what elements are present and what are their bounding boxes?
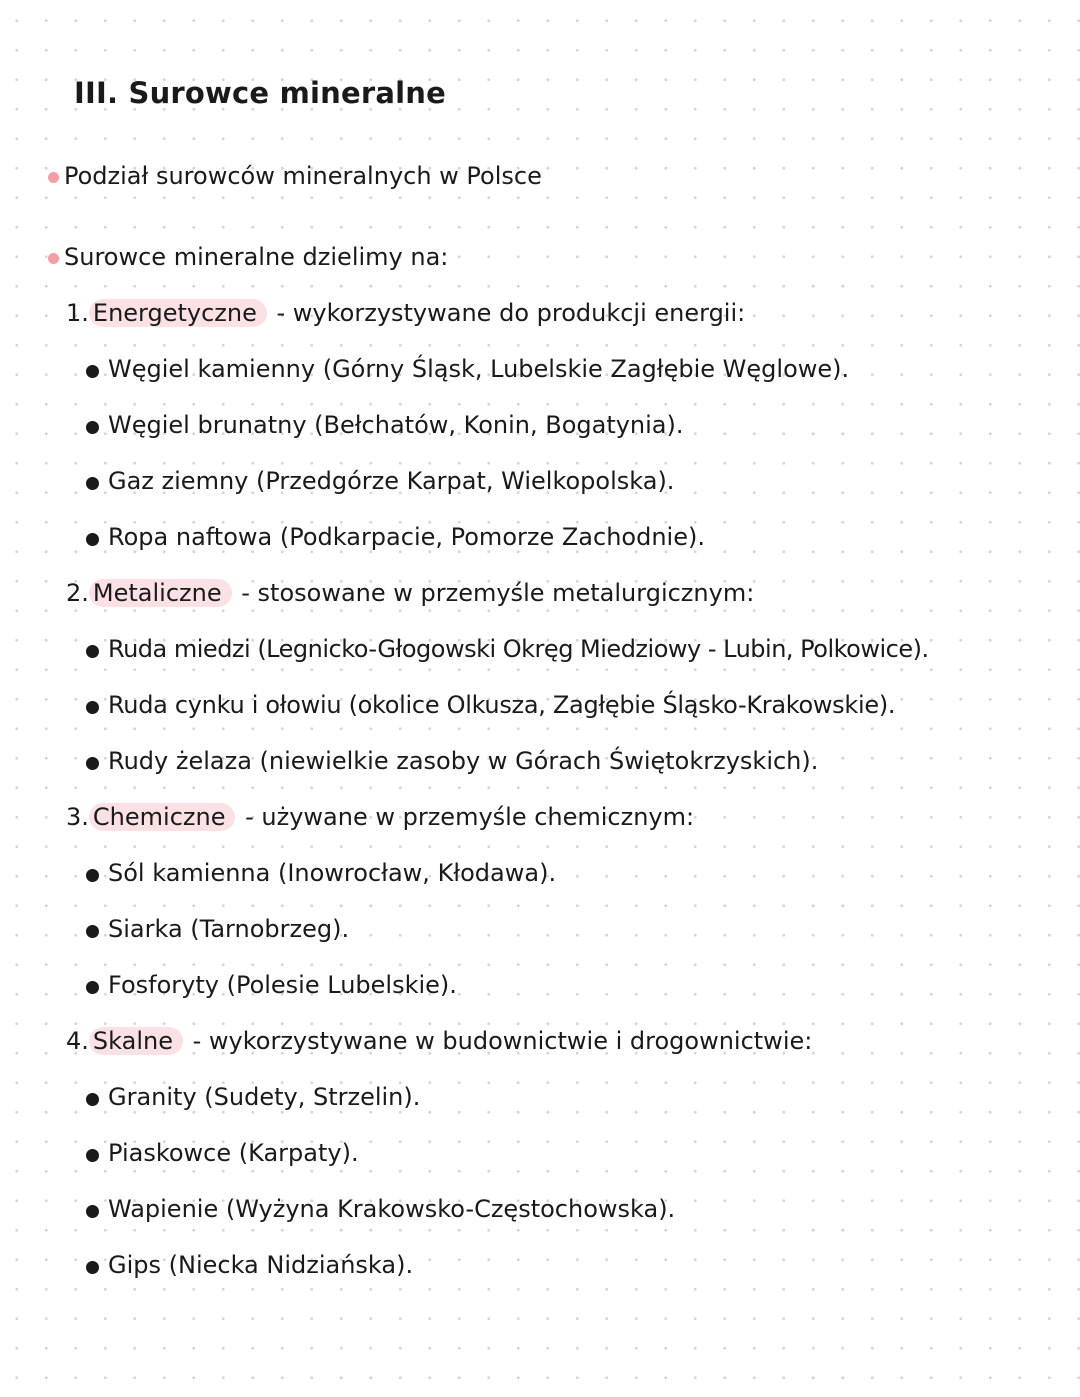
- list-item: [86, 1139, 359, 1167]
- category-name-highlight: Metaliczne: [89, 579, 232, 607]
- bullet-icon: [86, 757, 99, 770]
- section-heading: [64, 162, 542, 190]
- list-item-text: Gips (Niecka Nidziańska).: [108, 1251, 414, 1279]
- bullet-icon: [86, 477, 99, 490]
- pink-bullet-icon: [48, 172, 59, 183]
- section-intro: [64, 243, 448, 271]
- list-item: [86, 1251, 413, 1279]
- bullet-icon: [86, 925, 99, 938]
- list-item: [86, 691, 895, 719]
- bullet-icon: [86, 701, 99, 714]
- category-chemiczne: [66, 803, 694, 831]
- bullet-icon: [86, 1205, 99, 1218]
- bullet-icon: [86, 1149, 99, 1162]
- list-item: [86, 971, 457, 999]
- list-item: [86, 411, 684, 439]
- category-name-highlight: Skalne: [89, 1027, 183, 1055]
- bullet-icon: [86, 1261, 99, 1274]
- category-number: 1.: [66, 299, 89, 327]
- category-description: - wykorzystywane do produkcji energii:: [268, 299, 746, 327]
- list-item-text: Piaskowce (Karpaty).: [108, 1139, 359, 1167]
- bullet-icon: [86, 645, 99, 658]
- bullet-icon: [86, 981, 99, 994]
- list-item-text: Ruda miedzi (Legnicko-Głogowski Okręg Miedziowy - Lubin, Polkowice).: [108, 635, 929, 663]
- list-item: [86, 1195, 675, 1223]
- section-intro-text: Surowce mineralne dzielimy na:: [64, 243, 449, 271]
- page-title: III. Surowce mineralne: [74, 76, 446, 110]
- list-item-text: Rudy żelaza (niewielkie zasoby w Górach Świętokrzyskich).: [108, 747, 819, 775]
- bullet-icon: [86, 533, 99, 546]
- list-item-text: Węgiel kamienny (Górny Śląsk, Lubelskie Zagłębie Węglowe).: [108, 355, 850, 383]
- bullet-icon: [86, 1093, 99, 1106]
- category-name-highlight: Energetyczne: [89, 299, 267, 327]
- category-number: 4.: [66, 1027, 89, 1055]
- list-item: [86, 467, 674, 495]
- list-item-text: Sól kamienna (Inowrocław, Kłodawa).: [108, 859, 557, 887]
- list-item-text: Siarka (Tarnobrzeg).: [108, 915, 350, 943]
- category-number: 2.: [66, 579, 89, 607]
- category-name-highlight: Chemiczne: [89, 803, 236, 831]
- category-skalne: [66, 1027, 812, 1055]
- list-item-text: Węgiel brunatny (Bełchatów, Konin, Bogatynia).: [108, 411, 684, 439]
- bullet-icon: [86, 365, 99, 378]
- list-item-text: Ropa naftowa (Podkarpacie, Pomorze Zachodnie).: [108, 523, 705, 551]
- list-item: [86, 747, 818, 775]
- bullet-icon: [86, 869, 99, 882]
- category-description: - używane w przemyśle chemicznym:: [237, 803, 695, 831]
- category-number: 3.: [66, 803, 89, 831]
- category-description: - wykorzystywane w budownictwie i drogownictwie:: [184, 1027, 813, 1055]
- list-item-text: Wapienie (Wyżyna Krakowsko-Częstochowska).: [108, 1195, 676, 1223]
- list-item-text: Fosforyty (Polesie Lubelskie).: [108, 971, 457, 999]
- list-item: [86, 635, 929, 663]
- bullet-icon: [86, 421, 99, 434]
- list-item: [86, 523, 705, 551]
- section-heading-text: Podział surowców mineralnych w Polsce: [64, 162, 542, 190]
- category-metaliczne: [66, 579, 754, 607]
- list-item-text: Gaz ziemny (Przedgórze Karpat, Wielkopolska).: [108, 467, 675, 495]
- list-item-text: Ruda cynku i ołowiu (okolice Olkusza, Zagłębie Śląsko-Krakowskie).: [108, 691, 896, 719]
- list-item: [86, 859, 556, 887]
- category-energetyczne: [66, 299, 745, 327]
- list-item: [86, 915, 349, 943]
- list-item: [86, 1083, 420, 1111]
- list-item: [86, 355, 849, 383]
- pink-bullet-icon: [48, 253, 59, 264]
- list-item-text: Granity (Sudety, Strzelin).: [108, 1083, 421, 1111]
- category-description: - stosowane w przemyśle metalurgicznym:: [233, 579, 755, 607]
